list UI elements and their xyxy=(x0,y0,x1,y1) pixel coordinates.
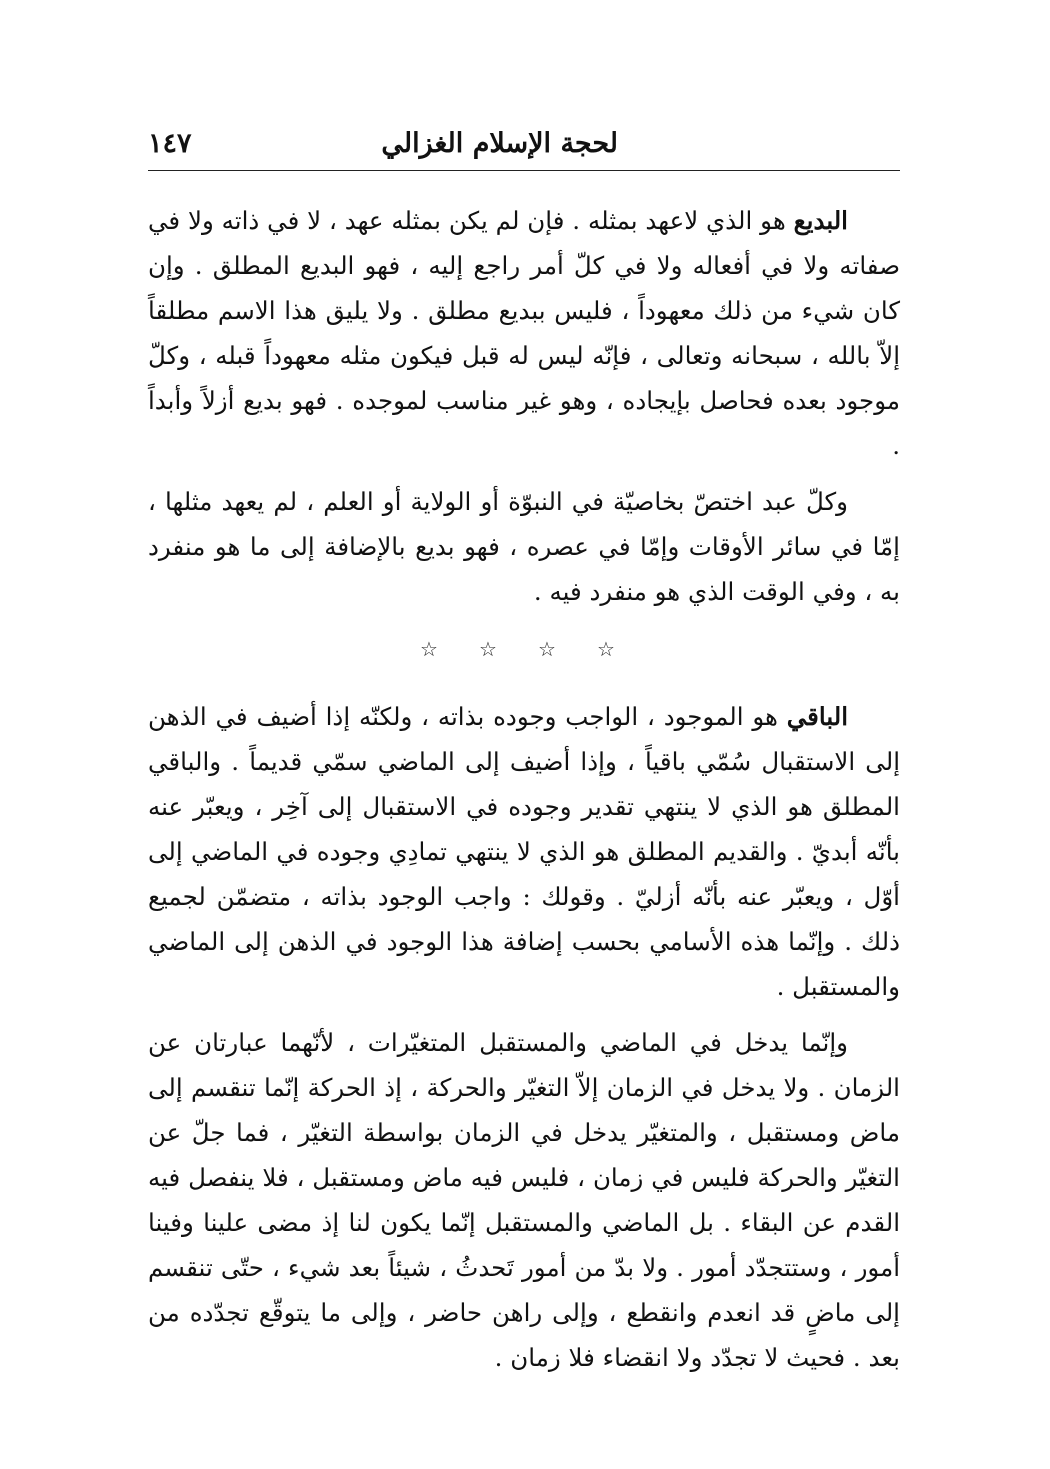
paragraph-text: هو الذي لاعهد بمثله . فإن لم يكن بمثله عهد ، لا في ذاته ولا في صفاته ولا في أفعاله ولا في كلّ أمر راجع إليه ، فهو البديع المطلق . وإن كان شيء من ذلك معهوداً ، فليس ببديع مطلق . ولا يليق هذا الاسم مطلقاً إلاّ بالله ، سبحانه وتعالى ، فإنّه ليس له قبل فيكون مثله معهوداً قبله ، وكلّ موجود بعده فحاصل بإيجاده ، وهو غير مناسب لموجده . فهو بديع أزلاً وأبداً . xyxy=(148,206,900,460)
header-rule xyxy=(148,170,900,171)
paragraph-text: وكلّ عبد اختصّ بخاصيّة في النبوّة أو الولاية أو العلم ، لم يعهد مثلها ، إمّا في سائر الأوقات وإمّا في عصره ، فهو بديع بالإضافة إلى ما هو منفرد به ، وفي الوقت الذي هو منفرد فيه . xyxy=(148,487,900,606)
star-icon: ☆ xyxy=(479,637,497,661)
term-heading: الباقي xyxy=(786,702,848,731)
page-header xyxy=(148,124,900,164)
star-icon: ☆ xyxy=(420,637,438,661)
page-body xyxy=(148,198,900,1380)
paragraph-al-baqi xyxy=(148,694,900,1009)
star-icon: ☆ xyxy=(538,637,556,661)
page-number: ١٤٧ xyxy=(148,128,192,159)
paragraph-al-badi xyxy=(148,198,900,468)
star-icon: ☆ xyxy=(597,637,615,661)
section-divider xyxy=(148,619,900,683)
running-title: لحجة الإسلام الغزالي xyxy=(381,128,618,159)
paragraph-time xyxy=(148,1020,900,1380)
paragraph-text: وإنّما يدخل في الماضي والمستقبل المتغيّرات ، لأنّهما عبارتان عن الزمان . ولا يدخل في الزمان إلاّ التغيّر والحركة ، إذ الحركة إنّما تنقسم إلى ماض ومستقبل ، والمتغيّر يدخل في الزمان بواسطة التغيّر ، فما جلّ عن التغيّر والحركة فليس في زمان ، فليس فيه ماض ومستقبل ، فلا ينفصل فيه القدم عن البقاء . بل الماضي والمستقبل إنّما يكون لنا إذ مضى علينا وفينا أمور ، وستتجدّد أمور . ولا بدّ من أمور تَحدثُ ، شيئاً بعد شيء ، حتّى تنقسم إلى ماضٍ قد انعدم وانقطع ، وإلى راهن حاضر ، وإلى ما يتوقّع تجدّده من بعد . فحيث لا تجدّد ولا انقضاء فلا زمان . xyxy=(148,1028,900,1372)
paragraph-text: هو الموجود ، الواجب وجوده بذاته ، ولكنّه إذا أضيف في الذهن إلى الاستقبال سُمّي باقياً ، وإذا أضيف إلى الماضي سمّي قديماً . والباقي المطلق هو الذي لا ينتهي تقدير وجوده في الاستقبال إلى آخِر ، ويعبّر عنه بأنّه أبديّ . والقديم المطلق هو الذي لا ينتهي تمادِي وجوده في الماضي إلى أوّل ، ويعبّر عنه بأنّه أزليّ . وقولك : واجب الوجود بذاته ، متضمّن لجميع ذلك . وإنّما هذه الأسامي بحسب إضافة هذا الوجود في الذهن إلى الماضي والمستقبل . xyxy=(148,702,900,1001)
term-heading: البديع xyxy=(793,206,848,235)
paragraph-al-badi-servant xyxy=(148,479,900,614)
